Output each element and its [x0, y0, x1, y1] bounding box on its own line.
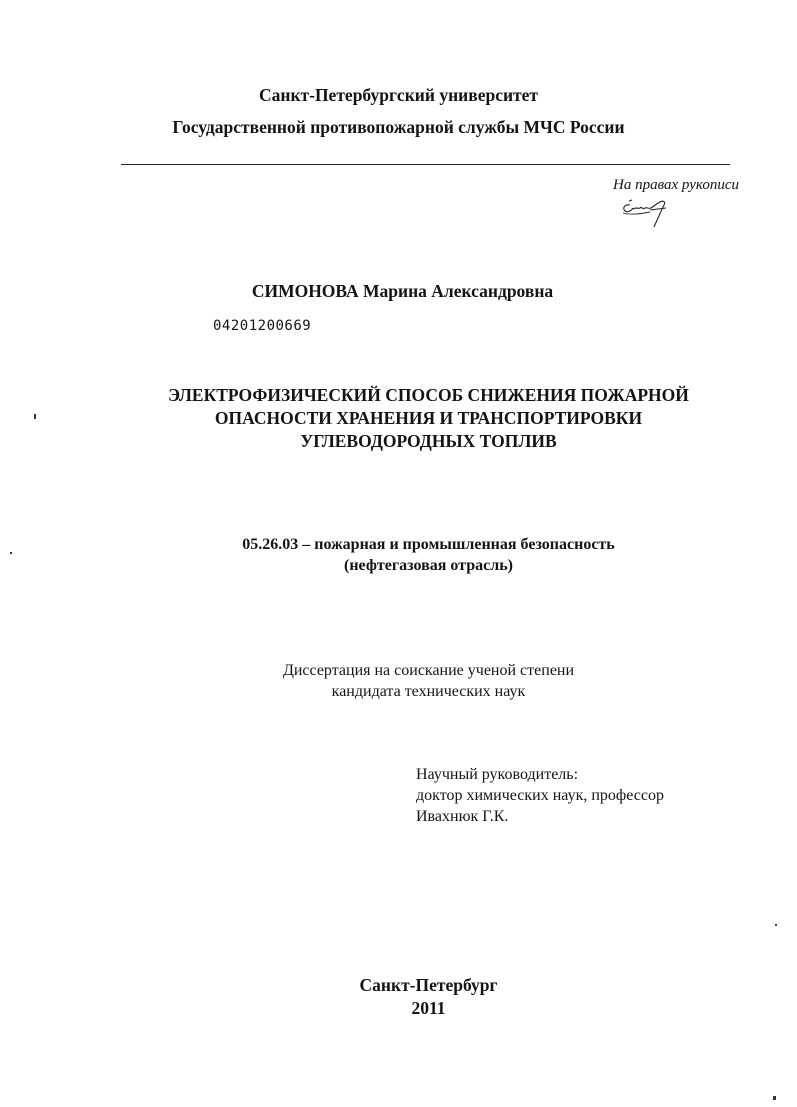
dissertation-title [30, 384, 797, 453]
author-name: СИМОНОВА Марина Александровна [251, 281, 554, 301]
catalog-number: 04201200669 [213, 318, 312, 334]
rights-note: На правах рукописи [613, 177, 739, 193]
title-line-2: ОПАСНОСТИ ХРАНЕНИЯ И ТРАНСПОРТИРОВКИ [214, 408, 643, 428]
degree-line-1: Диссертация на соискание ученой степени [282, 662, 575, 679]
scan-speck [10, 552, 12, 554]
supervisor-block [416, 764, 664, 827]
supervisor-label: Научный руководитель: [416, 766, 579, 783]
specialty-line-1: 05.26.03 – пожарная и промышленная безопасность [242, 536, 615, 553]
scan-speck [34, 414, 36, 419]
degree-statement [30, 660, 797, 702]
service-name: Государственной противопожарной службы МЧС России [172, 117, 625, 137]
university-name: Санкт-Петербургский университет [258, 85, 539, 105]
city-year [30, 974, 797, 1020]
scan-speck [773, 1096, 776, 1100]
scan-speck [775, 924, 777, 926]
city: Санкт-Петербург [359, 975, 498, 995]
title-line-3: УГЛЕВОДОРОДНЫХ ТОПЛИВ [300, 431, 557, 451]
supervisor-name: Ивахнюк Г.К. [416, 808, 509, 825]
specialty-line-2: (нефтегазовая отрасль) [344, 557, 513, 574]
specialty-code [30, 534, 797, 576]
supervisor-title: доктор химических наук, профессор [416, 787, 664, 804]
header-divider [121, 164, 730, 165]
author-signature [620, 196, 672, 230]
title-line-1: ЭЛЕКТРОФИЗИЧЕСКИЙ СПОСОБ СНИЖЕНИЯ ПОЖАРНОЙ [168, 385, 689, 405]
degree-line-2: кандидата технических наук [331, 683, 526, 700]
year: 2011 [411, 998, 446, 1018]
